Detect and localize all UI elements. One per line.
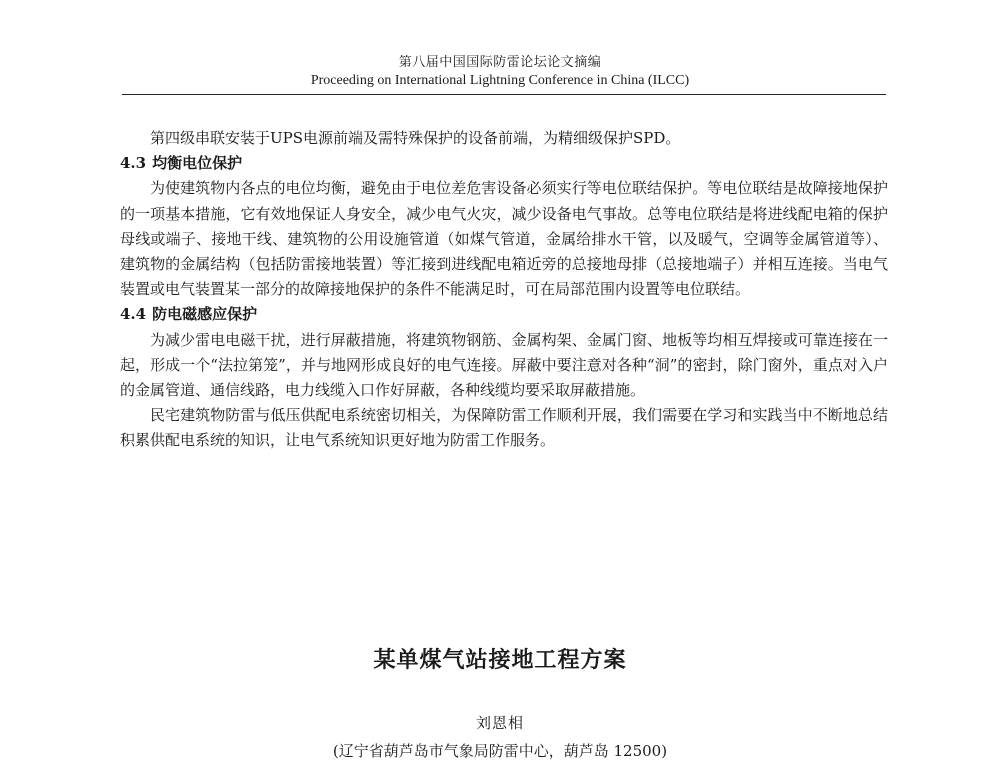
paragraph-conclusion: 民宅建筑物防雷与低压供配电系统密切相关，为保障防雷工作顺利开展，我们需要在学习和实践当中不断地总结积累供配电系统的知识，让电气系统知识更好地为防雷工作服务。 — [120, 406, 888, 450]
article-title: 某单煤气站接地工程方案 — [373, 648, 627, 673]
section-title: 均衡电位保护 — [152, 154, 243, 173]
running-header — [0, 55, 1000, 89]
header-title-cn: 第八届中国国际防雷论坛论文摘编 — [398, 55, 602, 70]
paragraph-equipotential: 为使建筑物内各点的电位均衡，避免由于电位差危害设备必须实行等电位联结保护。等电位联结是故障接地保护的一项基本措施，它有效地保证人身安全，减少电气火灾，减少设备电气事故。总等电位联结是将进线配电箱的保护母线或端子、接地干线、建筑物的公用设施管道（如煤气管道，金属给排水干管，以及暖气，空调等金属管道等）、建筑物的金属结构（包括防雷接地装置）等汇接到进线配电箱近旁的总接地母排（总接地端子）并相互连接。当电气装置或电气装置某一部分的故障接地保护的条件不能满足时，可在局部范围内设置等电位联结。 — [120, 179, 888, 299]
article-author: 刘恩相 — [475, 714, 524, 732]
header-title-en: Proceeding on International Lightning Conference in China (ILCC) — [310, 73, 690, 88]
article-affiliation: (辽宁省葫芦岛市气象局防雷中心，葫芦岛 12500) — [332, 742, 668, 760]
section-number: 4.3 — [120, 154, 147, 173]
section-number: 4.4 — [120, 305, 147, 324]
section-heading-4-3 — [120, 151, 888, 176]
article-body — [120, 126, 888, 454]
paragraph-level4-spd: 第四级串联安装于UPS电源前端及需特殊保护的设备前端，为精细级保护SPD。 — [150, 129, 681, 147]
paragraph-shielding: 为减少雷电电磁干扰，进行屏蔽措施，将建筑物钢筋、金属构架、金属门窗、地板等均相互焊接或可靠连接在一起，形成一个“法拉第笼”，并与地网形成良好的电气连接。屏蔽中要注意对各种“洞”的密封，除门窗外，重点对入户的金属管道、通信线路，电力线缆入口作好屏蔽，各种线缆均要采取屏蔽措施。 — [120, 330, 888, 400]
section-heading-4-4 — [120, 302, 888, 327]
section-title: 防电磁感应保护 — [152, 305, 258, 324]
header-rule — [122, 94, 886, 95]
